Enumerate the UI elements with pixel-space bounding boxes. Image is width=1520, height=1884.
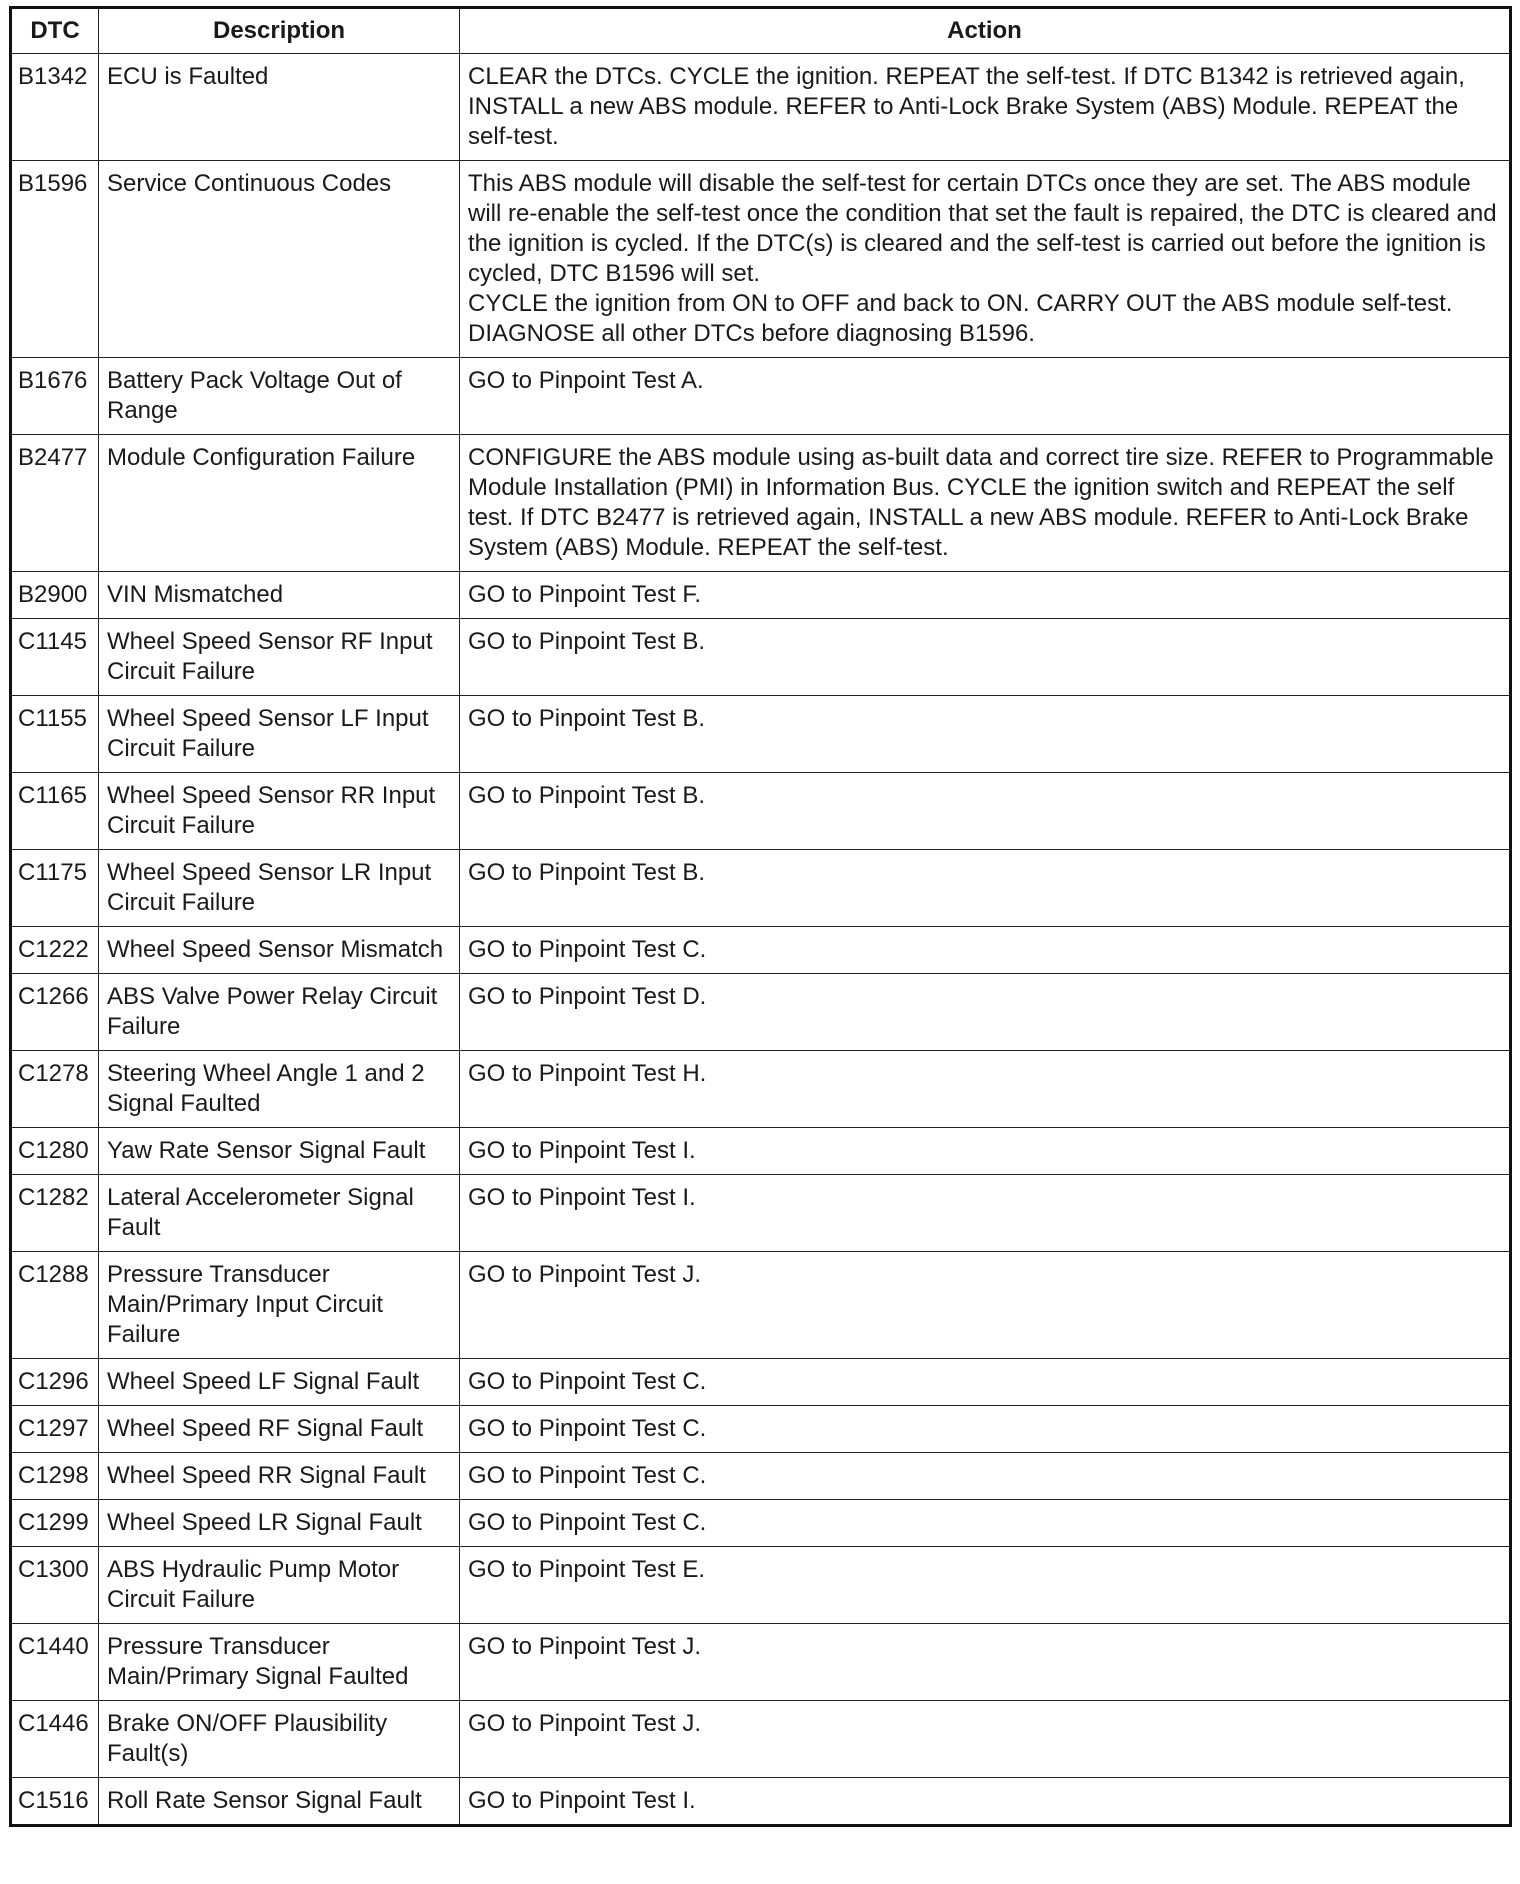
- dtc-code-cell: C1280: [11, 1128, 99, 1175]
- description-cell: Wheel Speed Sensor RR Input Circuit Failure: [99, 773, 460, 850]
- dtc-code-cell: C1299: [11, 1500, 99, 1547]
- action-cell: [460, 1359, 1511, 1406]
- description-cell: Wheel Speed Sensor RF Input Circuit Failure: [99, 619, 460, 696]
- action-cell: [460, 1778, 1511, 1826]
- action-cell: [460, 619, 1511, 696]
- description-cell: Service Continuous Codes: [99, 161, 460, 358]
- dtc-code-cell: C1296: [11, 1359, 99, 1406]
- dtc-code-cell: C1298: [11, 1453, 99, 1500]
- table-row: [11, 619, 1511, 696]
- dtc-code-cell: C1297: [11, 1406, 99, 1453]
- action-cell: [460, 1701, 1511, 1778]
- action-paragraph: GO to Pinpoint Test B.: [468, 705, 706, 732]
- table-row: [11, 1701, 1511, 1778]
- description-cell: ECU is Faulted: [99, 54, 460, 161]
- dtc-code-cell: C1278: [11, 1051, 99, 1128]
- dtc-code-cell: C1288: [11, 1252, 99, 1359]
- action-cell: [460, 1175, 1511, 1252]
- action-cell: [460, 850, 1511, 927]
- dtc-code-cell: B1676: [11, 358, 99, 435]
- dtc-code-cell: C1165: [11, 773, 99, 850]
- action-cell: [460, 696, 1511, 773]
- table-row: [11, 1624, 1511, 1701]
- table-body: [11, 54, 1511, 1826]
- description-cell: VIN Mismatched: [99, 572, 460, 619]
- action-cell: [460, 927, 1511, 974]
- action-paragraph: GO to Pinpoint Test I.: [468, 1184, 696, 1211]
- header-description: Description: [99, 8, 460, 54]
- table-row: [11, 435, 1511, 572]
- action-cell: [460, 1624, 1511, 1701]
- action-paragraph: GO to Pinpoint Test F.: [468, 581, 702, 608]
- action-paragraph: GO to Pinpoint Test H.: [468, 1060, 707, 1087]
- action-paragraph: GO to Pinpoint Test B.: [468, 859, 706, 886]
- action-cell: [460, 54, 1511, 161]
- dtc-code-cell: C1446: [11, 1701, 99, 1778]
- table-row: [11, 1406, 1511, 1453]
- dtc-code-cell: C1266: [11, 974, 99, 1051]
- action-cell: [460, 1051, 1511, 1128]
- description-cell: Wheel Speed RR Signal Fault: [99, 1453, 460, 1500]
- action-cell: [460, 1252, 1511, 1359]
- table-row: [11, 1175, 1511, 1252]
- table-row: [11, 1128, 1511, 1175]
- description-cell: Wheel Speed Sensor LF Input Circuit Failure: [99, 696, 460, 773]
- description-cell: ABS Hydraulic Pump Motor Circuit Failure: [99, 1547, 460, 1624]
- action-paragraph: GO to Pinpoint Test C.: [468, 936, 707, 963]
- table-row: [11, 927, 1511, 974]
- action-cell: [460, 358, 1511, 435]
- action-paragraph: GO to Pinpoint Test I.: [468, 1787, 696, 1814]
- dtc-code-cell: C1175: [11, 850, 99, 927]
- dtc-code-cell: C1145: [11, 619, 99, 696]
- action-cell: [460, 1453, 1511, 1500]
- action-paragraph: CYCLE the ignition from ON to OFF and back to ON. CARRY OUT the ABS module self-test. DIAGNOSE all other DTCs before diagnosing B1596.: [468, 290, 1453, 347]
- table-row: [11, 1359, 1511, 1406]
- table-row: [11, 161, 1511, 358]
- table-header-row: [11, 8, 1511, 54]
- table-row: [11, 1051, 1511, 1128]
- table-row: [11, 974, 1511, 1051]
- action-cell: [460, 161, 1511, 358]
- table-row: [11, 1500, 1511, 1547]
- action-paragraph: GO to Pinpoint Test B.: [468, 782, 706, 809]
- action-paragraph: GO to Pinpoint Test A.: [468, 367, 704, 394]
- table-row: [11, 696, 1511, 773]
- action-paragraph: GO to Pinpoint Test C.: [468, 1368, 707, 1395]
- table-row: [11, 1778, 1511, 1826]
- dtc-code-cell: B2477: [11, 435, 99, 572]
- dtc-table: [9, 6, 1512, 1827]
- action-paragraph: GO to Pinpoint Test C.: [468, 1415, 707, 1442]
- table-row: [11, 1547, 1511, 1624]
- description-cell: Steering Wheel Angle 1 and 2 Signal Faulted: [99, 1051, 460, 1128]
- action-paragraph: GO to Pinpoint Test B.: [468, 628, 706, 655]
- description-cell: Wheel Speed RF Signal Fault: [99, 1406, 460, 1453]
- action-paragraph: This ABS module will disable the self-test for certain DTCs once they are set. The ABS module will re-enable the self-test once the condition that set the fault is repaired, the DTC is cleared and the ignition is cycled. If the DTC(s) is cleared and the self-test is carried out before the ignition is cycled, DTC B1596 will set.: [468, 170, 1497, 287]
- action-paragraph: GO to Pinpoint Test I.: [468, 1137, 696, 1164]
- description-cell: Battery Pack Voltage Out of Range: [99, 358, 460, 435]
- action-cell: [460, 1128, 1511, 1175]
- action-paragraph: GO to Pinpoint Test C.: [468, 1462, 707, 1489]
- action-cell: [460, 1547, 1511, 1624]
- description-cell: ABS Valve Power Relay Circuit Failure: [99, 974, 460, 1051]
- description-cell: Pressure Transducer Main/Primary Signal Faulted: [99, 1624, 460, 1701]
- table-row: [11, 1453, 1511, 1500]
- description-cell: Pressure Transducer Main/Primary Input Circuit Failure: [99, 1252, 460, 1359]
- dtc-code-cell: B2900: [11, 572, 99, 619]
- action-paragraph: GO to Pinpoint Test J.: [468, 1261, 702, 1288]
- table-row: [11, 54, 1511, 161]
- description-cell: Wheel Speed Sensor LR Input Circuit Failure: [99, 850, 460, 927]
- action-cell: [460, 572, 1511, 619]
- action-paragraph: GO to Pinpoint Test J.: [468, 1710, 702, 1737]
- action-cell: [460, 1500, 1511, 1547]
- table-row: [11, 850, 1511, 927]
- description-cell: Yaw Rate Sensor Signal Fault: [99, 1128, 460, 1175]
- action-cell: [460, 1406, 1511, 1453]
- dtc-code-cell: B1342: [11, 54, 99, 161]
- table-row: [11, 358, 1511, 435]
- action-paragraph: CONFIGURE the ABS module using as-built data and correct tire size. REFER to Programmable Module Installation (PMI) in Information Bus. CYCLE the ignition switch and REPEAT the self test. If DTC B2477 is retrieved again, INSTALL a new ABS module. REFER to Anti-Lock Brake System (ABS) Module. REPEAT the self-test.: [468, 444, 1494, 561]
- action-paragraph: CLEAR the DTCs. CYCLE the ignition. REPEAT the self-test. If DTC B1342 is retrieved again, INSTALL a new ABS module. REFER to Anti-Lock Brake System (ABS) Module. REPEAT the self-test.: [468, 63, 1465, 150]
- action-paragraph: GO to Pinpoint Test D.: [468, 983, 707, 1010]
- dtc-code-cell: C1282: [11, 1175, 99, 1252]
- action-cell: [460, 773, 1511, 850]
- table-row: [11, 1252, 1511, 1359]
- dtc-code-cell: C1516: [11, 1778, 99, 1826]
- header-dtc: DTC: [11, 8, 99, 54]
- action-paragraph: GO to Pinpoint Test E.: [468, 1556, 706, 1583]
- header-action: Action: [460, 8, 1511, 54]
- description-cell: Module Configuration Failure: [99, 435, 460, 572]
- dtc-code-cell: C1300: [11, 1547, 99, 1624]
- description-cell: Lateral Accelerometer Signal Fault: [99, 1175, 460, 1252]
- action-cell: [460, 974, 1511, 1051]
- description-cell: Wheel Speed LF Signal Fault: [99, 1359, 460, 1406]
- table-row: [11, 773, 1511, 850]
- dtc-code-cell: C1155: [11, 696, 99, 773]
- description-cell: Wheel Speed Sensor Mismatch: [99, 927, 460, 974]
- dtc-code-cell: C1222: [11, 927, 99, 974]
- description-cell: Brake ON/OFF Plausibility Fault(s): [99, 1701, 460, 1778]
- description-cell: Wheel Speed LR Signal Fault: [99, 1500, 460, 1547]
- action-paragraph: GO to Pinpoint Test J.: [468, 1633, 702, 1660]
- dtc-code-cell: C1440: [11, 1624, 99, 1701]
- dtc-code-cell: B1596: [11, 161, 99, 358]
- description-cell: Roll Rate Sensor Signal Fault: [99, 1778, 460, 1826]
- table-row: [11, 572, 1511, 619]
- action-paragraph: GO to Pinpoint Test C.: [468, 1509, 707, 1536]
- action-cell: [460, 435, 1511, 572]
